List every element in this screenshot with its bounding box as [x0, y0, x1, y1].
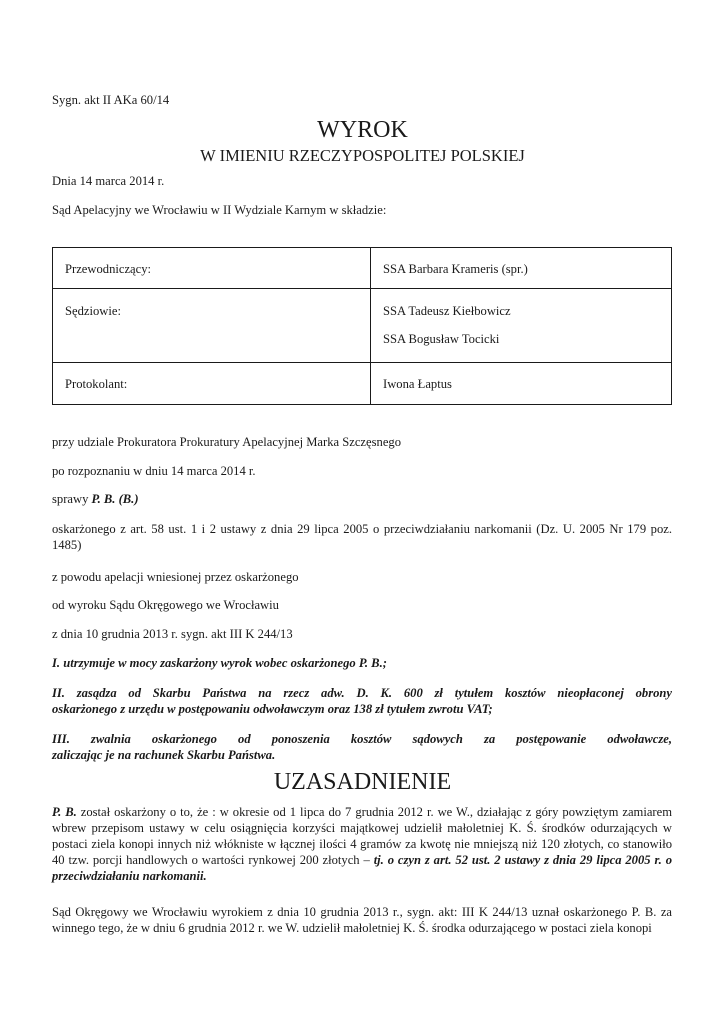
judgment-title: WYROK [317, 117, 408, 143]
judges-values [371, 289, 672, 363]
chair-label: Przewodniczący: [53, 248, 371, 289]
case-line [52, 491, 139, 507]
reasons-p1-text: został oskarżony o to, że : w okresie od 1 lipca do 7 grudnia 2012 r. we W., działając z góry powziętym zamiarem wbrew przepisom ustawy w celu osiągnięcia korzyści majątkowej udzielił małoletniej K. Ś. środków odurzających w postaci ziela konopi innych niż włókniste w łącznej ilości 4 gramów za kwotę nie mniejszą niż 120 złotych, co stanowiło 40 tzw. porcji handlowych o wartości rynkowej 200 złotych – [52, 805, 672, 867]
panel-row-judges [53, 289, 672, 363]
hearing-line: po rozpoznaniu w dniu 14 marca 2014 r. [52, 464, 256, 478]
case-prefix: sprawy [52, 492, 92, 506]
appeal-line: z powodu apelacji wniesionej przez oskarżonego [52, 570, 299, 584]
judgment-subtitle: W IMIENIU RZECZYPOSPOLITEJ POLSKIEJ [200, 146, 525, 165]
reasons-title: UZASADNIENIE [273, 769, 452, 795]
ruling-3-line-2: zaliczając je na rachunek Skarbu Państwa. [52, 748, 276, 762]
ruling-1: I. utrzymuje w mocy zaskarżony wyrok wobec oskarżonego P. B.; [52, 656, 387, 670]
prosecutor-line: przy udziale Prokuratora Prokuratury Apelacyjnej Marka Szczęsnego [52, 435, 401, 449]
case-party: P. B. (B.) [91, 492, 139, 506]
reasons-paragraph-1 [52, 804, 672, 884]
from-judgment-line: od wyroku Sądu Okręgowego we Wrocławiu [52, 598, 279, 612]
judgment-date-line: z dnia 10 grudnia 2013 r. sygn. akt III K 244/13 [52, 627, 293, 641]
judge-1: SSA Tadeusz Kiełbowicz [383, 304, 511, 318]
ruling-3-line-1: III. zwalnia oskarżonego od ponoszenia kosztów sądowych za postępowanie odwoławcze, [52, 732, 672, 746]
clerk-value: Iwona Łaptus [371, 363, 672, 405]
reasons-defendant-name: P. B. [52, 805, 77, 819]
court-intro: Sąd Apelacyjny we Wrocławiu w II Wydziale Karnym w składzie: [52, 203, 387, 217]
judges-label: Sędziowie: [53, 289, 371, 363]
chair-value: SSA Barbara Krameris (spr.) [371, 248, 672, 289]
panel-row-chair [53, 248, 672, 289]
clerk-label: Protokolant: [53, 363, 371, 405]
judgment-date: Dnia 14 marca 2014 r. [52, 174, 165, 188]
ruling-2-line-1: II. zasądza od Skarbu Państwa na rzecz adw. D. K. 600 zł tytułem kosztów nieopłaconej obrony [52, 686, 672, 700]
court-panel-table [52, 247, 672, 405]
reasons-p1-qualification: tj. o czyn z art. 52 ust. 2 ustawy z dnia 29 lipca 2005 r. o przeciwdziałaniu narkomanii. [52, 853, 672, 883]
judge-2: SSA Bogusław Tocicki [383, 332, 500, 346]
case-reference: Sygn. akt II AKa 60/14 [52, 93, 170, 107]
charge-paragraph: oskarżonego z art. 58 ust. 1 i 2 ustawy z dnia 29 lipca 2005 o przeciwdziałaniu narkomanii (Dz. U. 2005 Nr 179 poz. 1485) [52, 522, 672, 552]
ruling-2-line-2: oskarżonego z urzędu w postępowaniu odwoławczym oraz 138 zł tytułem zwrotu VAT; [52, 702, 493, 716]
panel-row-clerk [53, 363, 672, 405]
reasons-paragraph-2: Sąd Okręgowy we Wrocławiu wyrokiem z dnia 10 grudnia 2013 r., sygn. akt: III K 244/13 uznał oskarżonego P. B. za winnego tego, że w dniu 6 grudnia 2012 r. we W. udzielił małoletniej K. Ś. środka odurzającego w postaci ziela konopi [52, 905, 672, 935]
